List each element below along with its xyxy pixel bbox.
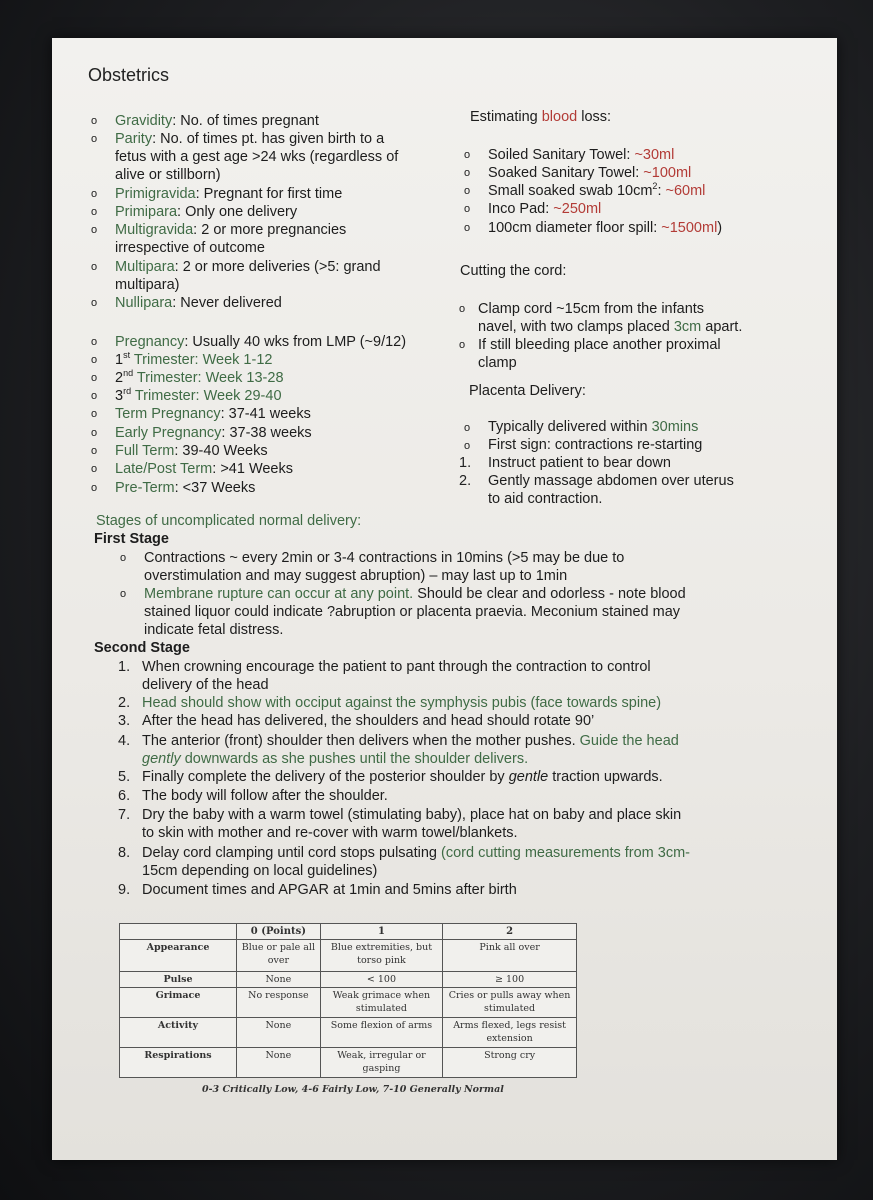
bullet-icon: o bbox=[91, 445, 98, 457]
definition-line: alive or stillborn) bbox=[115, 167, 221, 183]
table-cell: None bbox=[237, 972, 321, 988]
pregnancy-line: Term Pregnancy: 37-41 weeks bbox=[115, 406, 311, 422]
second-stage-line: The body will follow after the shoulder. bbox=[142, 788, 388, 804]
page-title: Obstetrics bbox=[88, 65, 170, 85]
second-stage-line: 15cm depending on local guidelines) bbox=[142, 863, 378, 879]
list-number: 9. bbox=[118, 882, 131, 898]
list-number: 6. bbox=[118, 788, 131, 804]
list-number: 7. bbox=[118, 807, 131, 823]
pregnancy-line: 2nd Trimester: Week 13-28 bbox=[115, 368, 284, 386]
bullet-icon: o bbox=[464, 185, 471, 197]
second-stage-line: The anterior (front) shoulder then delivers when the mother pushes. Guide the head bbox=[142, 733, 679, 749]
table-cell: Pink all over bbox=[443, 940, 577, 972]
bullet-icon: o bbox=[91, 482, 98, 494]
table-cell: Pulse bbox=[120, 972, 237, 988]
table-cell: Appearance bbox=[120, 940, 237, 972]
list-number: 2. bbox=[459, 473, 472, 489]
first-stage-line: indicate fetal distress. bbox=[144, 622, 284, 638]
placenta-heading: Placenta Delivery: bbox=[469, 383, 586, 399]
table-cell: < 100 bbox=[320, 972, 442, 988]
apgar-caption: 0-3 Critically Low, 4-6 Fairly Low, 7-10 Generally Normal bbox=[202, 1084, 504, 1095]
table-cell: Activity bbox=[120, 1018, 237, 1048]
second-stage-line: gently downwards as she pushes until the shoulder delivers. bbox=[142, 751, 529, 767]
table-header: 1 bbox=[320, 924, 442, 940]
definition-line: irrespective of outcome bbox=[115, 240, 265, 256]
list-number: 2. bbox=[118, 695, 131, 711]
second-stage-line: When crowning encourage the patient to pant through the contraction to control bbox=[142, 659, 651, 675]
cord-line: navel, with two clamps placed 3cm apart. bbox=[478, 319, 743, 335]
table-cell: ≥ 100 bbox=[443, 972, 577, 988]
definition-line: Primipara: Only one delivery bbox=[115, 204, 298, 220]
list-number: 4. bbox=[118, 733, 131, 749]
list-number: 5. bbox=[118, 769, 131, 785]
bullet-icon: o bbox=[464, 167, 471, 179]
pregnancy-line: Pre-Term: <37 Weeks bbox=[115, 480, 256, 496]
pregnancy-line: Early Pregnancy: 37-38 weeks bbox=[115, 425, 312, 441]
table-cell: Strong cry bbox=[443, 1048, 577, 1078]
blood-loss-item: Inco Pad: ~250ml bbox=[488, 201, 602, 217]
table-cell: Respirations bbox=[120, 1048, 237, 1078]
stages-heading: Stages of uncomplicated normal delivery: bbox=[96, 513, 362, 529]
bullet-icon: o bbox=[91, 261, 98, 273]
bullet-icon: o bbox=[91, 133, 98, 145]
bullet-icon: o bbox=[91, 354, 98, 366]
list-number: 1. bbox=[118, 659, 131, 675]
definition-line: Primigravida: Pregnant for first time bbox=[115, 186, 343, 202]
blood-loss-item: Soaked Sanitary Towel: ~100ml bbox=[488, 165, 692, 181]
bullet-icon: o bbox=[464, 203, 471, 215]
pregnancy-line: Pregnancy: Usually 40 wks from LMP (~9/12) bbox=[115, 334, 407, 350]
second-stage-line: to skin with mother and re-cover with warm towel/blankets. bbox=[142, 825, 518, 841]
table-row bbox=[120, 1018, 577, 1048]
bullet-icon: o bbox=[91, 427, 98, 439]
placenta-item: Typically delivered within 30mins bbox=[488, 419, 699, 435]
bullet-icon: o bbox=[464, 440, 471, 452]
second-stage-line: Dry the baby with a warm towel (stimulating baby), place hat on baby and place skin bbox=[142, 807, 682, 823]
definition-line: Multipara: 2 or more deliveries (>5: grand bbox=[115, 259, 381, 275]
pregnancy-line: 3rd Trimester: Week 29-40 bbox=[115, 386, 282, 404]
blood-loss-item: Soiled Sanitary Towel: ~30ml bbox=[488, 147, 675, 163]
bullet-icon: o bbox=[464, 149, 471, 161]
table-cell: Weak grimace when stimulated bbox=[320, 988, 442, 1018]
table-header-row bbox=[120, 924, 577, 940]
table-cell: Arms flexed, legs resist extension bbox=[443, 1018, 577, 1048]
table-cell: None bbox=[237, 1048, 321, 1078]
table-cell: Cries or pulls away when stimulated bbox=[443, 988, 577, 1018]
bullet-icon: o bbox=[120, 552, 127, 564]
bullet-icon: o bbox=[120, 588, 127, 600]
first-stage-line: overstimulation and may suggest abruption) – may last up to 1min bbox=[144, 568, 568, 584]
list-number: 1. bbox=[459, 455, 472, 471]
blood-loss-item: Small soaked swab $10cm^2$: ~60ml bbox=[488, 181, 706, 199]
first-stage-line: stained liquor could indicate ?abruption or placenta praevia. Meconium stained may bbox=[144, 604, 681, 620]
blood-loss-heading: Estimating blood loss: bbox=[470, 109, 612, 125]
second-stage-line: Delay cord clamping until cord stops pulsating (cord cutting measurements from 3cm- bbox=[142, 845, 691, 861]
definition-line: Nullipara: Never delivered bbox=[115, 295, 282, 311]
cord-line: Clamp cord ~15cm from the infants bbox=[478, 301, 705, 317]
bullet-icon: o bbox=[464, 422, 471, 434]
cord-line: clamp bbox=[478, 355, 517, 371]
table-header: 0 (Points) bbox=[237, 924, 321, 940]
table-row bbox=[120, 940, 577, 972]
placenta-item: Instruct patient to bear down bbox=[488, 455, 671, 471]
definition-line: Multigravida: 2 or more pregnancies bbox=[115, 222, 347, 238]
bullet-icon: o bbox=[91, 115, 98, 127]
table-cell: Grimace bbox=[120, 988, 237, 1018]
table-cell: Blue or pale all over bbox=[237, 940, 321, 972]
cord-heading: Cutting the cord: bbox=[460, 263, 567, 279]
bullet-icon: o bbox=[464, 222, 471, 234]
bullet-icon: o bbox=[91, 372, 98, 384]
definition-line: Parity: No. of times pt. has given birth to a bbox=[115, 131, 385, 147]
table-cell: Some flexion of arms bbox=[320, 1018, 442, 1048]
pregnancy-line: Full Term: 39-40 Weeks bbox=[115, 443, 268, 459]
table-cell: No response bbox=[237, 988, 321, 1018]
second-stage-line: Finally complete the delivery of the posterior shoulder by gentle traction upwards. bbox=[142, 769, 663, 785]
bullet-icon: o bbox=[91, 224, 98, 236]
second-stage-line: Head should show with occiput against the symphysis pubis (face towards spine) bbox=[142, 695, 662, 711]
placenta-item: to aid contraction. bbox=[488, 491, 603, 507]
second-stage-line: Document times and APGAR at 1min and 5mins after birth bbox=[142, 882, 517, 898]
table-row bbox=[120, 988, 577, 1018]
bullet-icon: o bbox=[91, 297, 98, 309]
bullet-icon: o bbox=[459, 339, 466, 351]
bullet-icon: o bbox=[91, 206, 98, 218]
bullet-icon: o bbox=[91, 463, 98, 475]
cord-line: If still bleeding place another proximal bbox=[478, 337, 721, 353]
pregnancy-line: 1st Trimester: Week 1-12 bbox=[115, 350, 273, 368]
second-stage-line: delivery of the head bbox=[142, 677, 269, 693]
definition-line: multipara) bbox=[115, 277, 180, 293]
table-header bbox=[120, 924, 237, 940]
list-number: 8. bbox=[118, 845, 131, 861]
paper-sheet bbox=[52, 38, 837, 1160]
bullet-icon: o bbox=[91, 188, 98, 200]
placenta-item: Gently massage abdomen over uterus bbox=[488, 473, 734, 489]
second-stage-line: After the head has delivered, the shoulders and head should rotate 90’ bbox=[142, 713, 595, 729]
definition-line: fetus with a gest age >24 wks (regardless of bbox=[115, 149, 399, 165]
apgar-table bbox=[119, 923, 577, 1078]
table-cell: Weak, irregular or gasping bbox=[320, 1048, 442, 1078]
blood-loss-item: 100cm diameter floor spill: ~1500ml) bbox=[488, 220, 723, 236]
bullet-icon: o bbox=[459, 303, 466, 315]
pregnancy-line: Late/Post Term: >41 Weeks bbox=[115, 461, 293, 477]
table-row bbox=[120, 1048, 577, 1078]
table-cell: None bbox=[237, 1018, 321, 1048]
first-stage-line: Contractions ~ every 2min or 3-4 contractions in 10mins (>5 may be due to bbox=[144, 550, 625, 566]
placenta-item: First sign: contractions re-starting bbox=[488, 437, 703, 453]
first-stage-line: Membrane rupture can occur at any point. Should be clear and odorless - note blood bbox=[144, 586, 686, 602]
first-stage-heading: First Stage bbox=[94, 531, 169, 547]
list-number: 3. bbox=[118, 713, 131, 729]
second-stage-heading: Second Stage bbox=[94, 640, 190, 656]
table-header: 2 bbox=[443, 924, 577, 940]
table-cell: Blue extremities, but torso pink bbox=[320, 940, 442, 972]
definition-line: Gravidity: No. of times pregnant bbox=[115, 113, 319, 129]
bullet-icon: o bbox=[91, 390, 98, 402]
bullet-icon: o bbox=[91, 408, 98, 420]
bullet-icon: o bbox=[91, 336, 98, 348]
table-row bbox=[120, 972, 577, 988]
